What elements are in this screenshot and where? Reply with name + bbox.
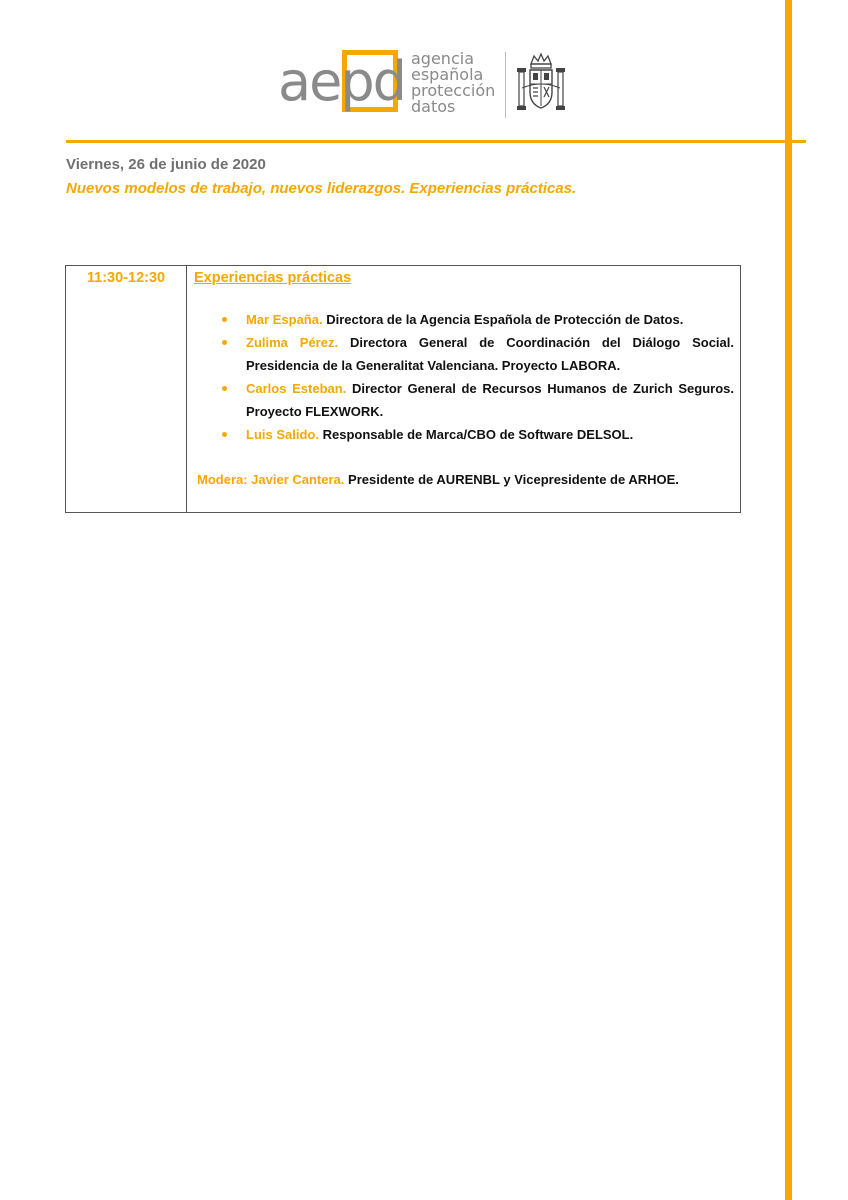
logo-line: agencia bbox=[411, 49, 474, 68]
bullet-icon bbox=[222, 386, 227, 391]
header-accent-rule bbox=[66, 140, 806, 143]
logo-line: protección bbox=[411, 81, 496, 100]
table-column-divider bbox=[186, 266, 187, 512]
speaker-role: Director General de Recursos Humanos de Zurich Seguros. Proyecto FLEXWORK. bbox=[246, 381, 734, 419]
logo-line: datos bbox=[411, 97, 456, 116]
logo-line: española bbox=[411, 65, 484, 84]
bullet-icon bbox=[222, 317, 227, 322]
speaker-item bbox=[220, 423, 734, 446]
speaker-name: Mar España. bbox=[246, 312, 323, 327]
speaker-item bbox=[220, 377, 734, 423]
speaker-name: Zulima Pérez. bbox=[246, 335, 339, 350]
program-table bbox=[65, 265, 741, 513]
event-date: Viernes, 26 de junio de 2020 bbox=[66, 156, 266, 173]
spain-coat-of-arms-icon bbox=[516, 52, 566, 116]
logo-divider bbox=[505, 52, 506, 118]
session-title: Experiencias prácticas bbox=[194, 270, 352, 286]
aepd-logo bbox=[276, 48, 576, 122]
speaker-role: Directora General de Coordinación del Diálogo Social. Presidencia de la Generalitat Valenciana. Proyecto LABORA. bbox=[246, 335, 734, 373]
speaker-item bbox=[220, 331, 734, 377]
vertical-accent-rule bbox=[785, 0, 792, 1200]
moderator-line bbox=[197, 468, 679, 491]
moderator-name: Modera: Javier Cantera. bbox=[197, 472, 345, 487]
speaker-item bbox=[220, 308, 734, 331]
bullet-icon bbox=[222, 340, 227, 345]
bullet-icon bbox=[222, 432, 227, 437]
session-time: 11:30-12:30 bbox=[86, 270, 166, 286]
moderator-role: Presidente de AURENBL y Vicepresidente de ARHOE. bbox=[348, 472, 679, 487]
speaker-role: Directora de la Agencia Española de Protección de Datos. bbox=[326, 312, 684, 327]
event-title: Nuevos modelos de trabajo, nuevos liderazgos. Experiencias prácticas. bbox=[66, 180, 577, 197]
speaker-role: Responsable de Marca/CBO de Software DELSOL. bbox=[322, 427, 634, 442]
speaker-name: Luis Salido. bbox=[246, 427, 319, 442]
speaker-list bbox=[220, 308, 734, 446]
speaker-name: Carlos Esteban. bbox=[246, 381, 347, 396]
logo-wordmark: aepd bbox=[278, 50, 405, 113]
